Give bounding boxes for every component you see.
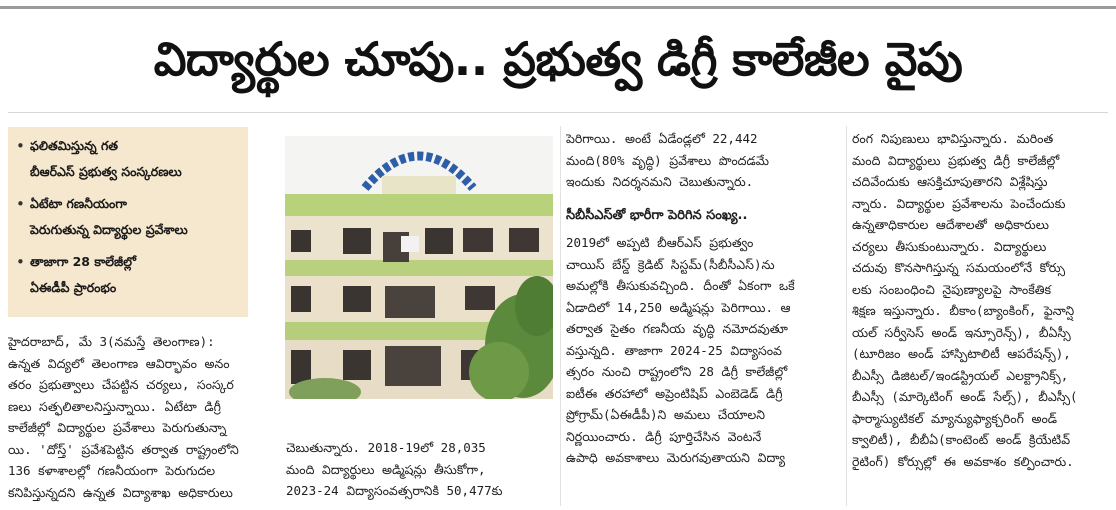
article-column-2 <box>286 437 554 507</box>
highlight-item <box>16 249 240 301</box>
text-line: న్నారు. విద్యార్థుల ప్రవేశాలను పెంచేందుకు <box>852 195 1066 211</box>
article-column-3 <box>566 128 842 506</box>
text-line: నిర్ణయించారు. డిగ్రీ పూర్తిచేసిన వెంటనే <box>566 428 762 444</box>
text-line: చెబుతున్నారు. 2018-19లో 28,035 <box>286 440 486 455</box>
text-line: ఉన్నతాధికారుల ఆదేశాలతో అధికారులు <box>852 217 1049 232</box>
highlight-line: ఏటేటా గణనీయంగా <box>30 196 127 211</box>
highlight-line: ఫలితమిస్తున్న గత <box>30 138 118 153</box>
text-line: మంది విద్యార్థులు ప్రభుత్వ డిగ్రీ కాలేజీల్లో <box>852 152 1060 168</box>
text-line: చదువు కొనసాగిస్తున్న సమయంలోనే కోర్సు <box>852 260 1066 275</box>
text-line: లకు సంబంధించి నైపుణ్యాలపై సాంకేతిక <box>852 281 1052 297</box>
college-building-photo <box>285 136 553 399</box>
text-line: కనిపిస్తున్నదని ఉన్నత విద్యాశాఖ అధికారులు <box>8 484 233 500</box>
text-line: యి. 'దోస్త్‌' ప్రవేశపెట్టిన తర్వాత రాష్ట్రంలోని <box>8 441 239 457</box>
highlight-line: తాజాగా 28 కాలేజీల్లో <box>30 254 137 269</box>
sub-heading: సీబీసీఎస్‌తో భారీగా పెరిగిన సంఖ్య.. <box>566 207 748 223</box>
text-line: శిక్షణ ఇస్తున్నారు. బీకాం(బ్యాంకింగ్‌, ఫైనాన్షి <box>852 303 1075 318</box>
text-line: ఉపాధి అవకాశాలు మెరుగవుతాయని విద్యా <box>566 450 786 465</box>
text-line: బీఎస్సీ (మార్కెటింగ్‌ అండ్‌ సేల్స్‌), బీఎస్సీ( <box>852 389 1078 404</box>
bullet-icon: • <box>16 195 25 213</box>
text-line: చదివేందుకు ఆసక్తిచూపుతారని విశ్లేషిస్తు <box>852 174 1048 189</box>
highlight-line: బీఆర్‌ఎస్‌ ప్రభుత్వ సంస్కరణలు <box>30 164 182 179</box>
text-line: (టూరిజం అండ్‌ హాస్పిటాలిటీ ఆపరేషన్స్‌), <box>852 346 1071 361</box>
text-line: చాయిస్‌ బేస్డ్‌ క్రెడిట్‌ సిస్టమ్‌(సీబీసీఎస్‌)ను <box>566 256 775 272</box>
text-line: 2023-24 విద్యాసంవత్సరానికి 50,477కు <box>286 483 503 498</box>
text-line: రంగ నిపుణులు భావిస్తున్నారు. మరింత <box>852 131 1054 146</box>
article-column-1 <box>8 331 278 507</box>
text-line: ప్రోగ్రామ్‌(ఏఈడీపీ)ని అమలు చేయాలని <box>566 407 765 422</box>
bullet-icon: • <box>16 137 25 155</box>
text-line: రైటింగ్‌) కోర్సుల్లో ఈ అవకాశం కల్పించారు. <box>852 453 1074 469</box>
text-line: 136 కళాశాలల్లో గణనీయంగా పెరుగుదల <box>8 463 216 478</box>
text-line: 2019లో అప్పటి బీఆర్‌ఎస్‌ ప్రభుత్వం <box>566 235 754 250</box>
text-line: చర్యలు తీసుకుంటున్నారు. విద్యార్థులు <box>852 238 1047 254</box>
text-line: క్వాలిటీ), బీబీఏ(కాంటెంట్‌ అండ్‌ క్రియేటివ్‌ <box>852 432 1071 447</box>
text-line: ఉన్నత విద్యలో తెలంగాణ ఆవిర్భావం అనం <box>8 355 230 371</box>
article-column-4 <box>852 128 1112 506</box>
highlight-line: ఏఈడీపీ ప్రారంభం <box>30 280 117 295</box>
headline: విద్యార్థుల చూపు.. ప్రభుత్వ డిగ్రీ కాలేజీల వైపు <box>153 32 963 86</box>
text-line: ణలు సత్ఫలితాలనిస్తున్నాయి. ఏటేటా డిగ్రీ <box>8 398 221 414</box>
text-line: మంది(80% వృద్ధి) ప్రవేశాలు పొందడమే <box>566 152 769 168</box>
text-line: వస్తున్నది. తాజాగా 2024-25 విద్యాసంవ <box>566 342 782 358</box>
column-rule <box>846 126 847 506</box>
column-rule <box>560 126 561 506</box>
text-line: కాలేజీల్లో విద్యార్థుల ప్రవేశాలు పెరుగుతున్నా <box>8 420 227 435</box>
highlight-line: పెరుగుతున్న విద్యార్థుల ప్రవేశాలు <box>30 222 188 237</box>
highlight-item <box>16 191 240 243</box>
text-line: తరం ప్రభుత్వాలు చేపట్టిన చర్యలు, సంస్కర <box>8 377 234 392</box>
text-line: ఇందుకు నిదర్శనమని చెబుతున్నారు. <box>566 174 754 189</box>
text-line: పెరిగాయి. అంటే ఏడేండ్లలో 22,442 <box>566 131 758 146</box>
text-line: ఐటీఈ తరహాలో అప్రెంటిషిప్‌ ఎంబెడెడ్‌ డిగ్రీ <box>566 385 783 401</box>
text-line: మంది విద్యార్థులు అడ్మిషన్లు తీసుకోగా, <box>286 461 486 477</box>
text-line: యల్‌ సర్వీసెస్‌ అండ్‌ ఇన్సూరెన్స్‌), బీఏస్సీ <box>852 324 1071 340</box>
text-line: ఫార్మాస్యుటికల్‌ మ్యాన్యుఫ్యాక్చరింగ్‌ అండ్‌ <box>852 410 1058 426</box>
highlight-item <box>16 133 240 185</box>
text-line: త్సరం నుంచి రాష్ట్రంలోని 28 డిగ్రీ కాలేజీల్లో <box>566 364 788 379</box>
top-rule <box>0 6 1116 9</box>
highlights-box <box>8 127 248 317</box>
text-line: అమల్లోకి తీసుకువచ్చింది. దీంతో ఏకంగా ఒకే <box>566 278 795 293</box>
text-line: ఏడాదిలో 14,250 అడ్మిషన్లు పెరిగాయి. ఆ <box>566 299 791 315</box>
text-line: బీఎస్సీ డిజిటల్‌/ఇండస్ట్రియల్‌ ఎలక్ట్రానిక్స్‌, <box>852 367 1069 383</box>
bullet-icon: • <box>16 253 25 271</box>
text-line: తర్వాత సైతం గణనీయ వృద్ధి నమోదవుతూ <box>566 321 788 336</box>
headline-rule <box>8 112 1108 113</box>
text-line: హైదరాబాద్‌, మే 3(నమస్తే తెలంగాణ): <box>8 334 215 349</box>
